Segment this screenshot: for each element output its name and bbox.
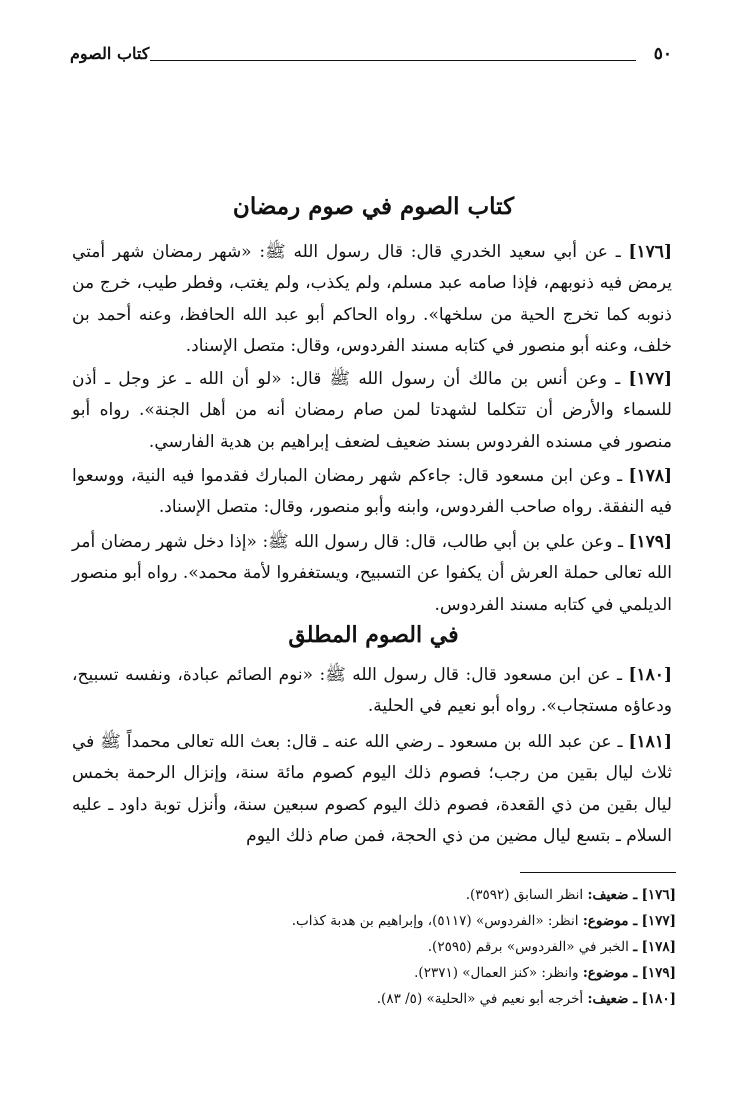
footnote-text: وانظر: «كنز العمال» (٢٣٧١).: [414, 965, 579, 981]
hadith-text: ـ وعن علي بن أبي طالب، قال: قال رسول الله ﷺ: «إذا دخل شهر رمضان أمر الله تعالى حملة العرش أن يكفوا عن التسبيح، ويستغفروا لأمة محمد». رواه أبو منصور الديلمي في كتابه مسند الفردوس.: [72, 532, 672, 615]
section-title: في الصوم المطلق: [288, 622, 459, 648]
hadith-paragraph: [72, 660, 672, 723]
hadith-paragraph: [72, 727, 672, 853]
footnote-text: أخرجه أبو نعيم في «الحلية» (٥/ ٨٣).: [376, 991, 584, 1007]
hadith-paragraph: [72, 527, 672, 621]
footnote-number: [١٧٧]: [641, 913, 676, 929]
running-title: كتاب الصوم: [70, 44, 150, 63]
hadith-number: [١٨١]: [628, 732, 672, 752]
running-header: [70, 44, 672, 74]
footnote-rule: [520, 872, 676, 873]
footnotes: [72, 882, 676, 1012]
page-number: ٥٠: [653, 44, 672, 64]
footnote: [72, 986, 676, 1012]
header-rule: [150, 60, 636, 61]
footnote-text: الخبر في «الفردوس» برقم (٢٥٩٥).: [427, 939, 629, 955]
footnote: [72, 934, 676, 960]
footnote-number: [١٧٨]: [641, 939, 676, 955]
footnote-number: [١٧٩]: [641, 965, 676, 981]
footnote-grade: ـ ضعيف:: [587, 991, 638, 1007]
hadith-number: [١٧٦]: [628, 242, 672, 262]
footnote-number: [١٨٠]: [641, 991, 676, 1007]
footnote: [72, 908, 676, 934]
hadith-number: [١٨٠]: [628, 665, 672, 685]
hadith-number: [١٧٩]: [628, 532, 672, 552]
hadith-text: ـ عن عبد الله بن مسعود ـ رضي الله عنه ـ قال: بعث الله تعالى محمداً ﷺ في ثلاث ليال بقين من رجب؛ فصوم ذلك اليوم كصوم مائة سنة، وإنزال الرحمة بخمس ليال بقين من ذي القعدة، فصوم ذلك اليوم كصوم سبعين سنة، وأنزل توبة داود ـ عليه السلام ـ بتسع ليال مضين من ذي الحجة، فمن صام ذلك اليوم: [72, 732, 672, 847]
hadith-text: ـ وعن ابن مسعود قال: جاءكم شهر رمضان المبارك فقدموا فيه النية، ووسعوا فيه النفقة. رواه صاحب الفردوس، وابنه وأبو منصور، وقال: متصل الإسناد.: [72, 466, 672, 518]
footnote-grade: ـ: [633, 939, 638, 955]
footnote-grade: ـ موضوع:: [582, 965, 638, 981]
hadith-paragraph: [72, 237, 672, 363]
footnote-number: [١٧٦]: [641, 887, 676, 903]
footnote-text: انظر السابق (٣٥٩٢).: [465, 887, 584, 903]
footnote: [72, 960, 676, 986]
footnote-text: انظر: «الفردوس» (٥١١٧)، وإبراهيم بن هدبة كذاب.: [291, 913, 579, 929]
chapter-title: كتاب الصوم في صوم رمضان: [232, 193, 515, 220]
hadith-text: ـ وعن أنس بن مالك أن رسول الله ﷺ قال: «لو أن الله ـ عز وجل ـ أذن للسماء والأرض أن تتكلما لشهدتا لمن صام رمضان أنه من أهل الجنة». رواه أبو منصور في مسنده الفردوس بسند ضعيف لضعف إبراهيم بن هدية الفارسي.: [72, 369, 672, 452]
footnote-grade: ـ موضوع:: [582, 913, 638, 929]
hadith-paragraph: [72, 461, 672, 524]
footnote-grade: ـ ضعيف:: [587, 887, 638, 903]
hadith-text: ـ عن أبي سعيد الخدري قال: قال رسول الله ﷺ: «شهر رمضان شهر أمتي يرمض فيه ذنوبهم، فإذا صامه عبد مسلم، ولم يكذب، ولم يغتب، وفطر طيب، خرج من ذنوبه كما تخرج الحية من سلخها». رواه الحاكم أبو عبد الله الحافظ، وعنه أحمد بن خلف، وعنه أبو منصور في كتابه مسند الفردوس، وقال: متصل الإسناد.: [72, 242, 672, 357]
hadith-number: [١٧٨]: [628, 466, 673, 486]
hadith-text: ـ عن ابن مسعود قال: قال رسول الله ﷺ: «نوم الصائم عبادة، ونفسه تسبيح، ودعاؤه مستجاب». رواه أبو نعيم في الحلية.: [72, 665, 672, 717]
hadith-paragraph: [72, 364, 672, 458]
hadith-number: [١٧٧]: [628, 369, 672, 389]
footnote: [72, 882, 676, 908]
